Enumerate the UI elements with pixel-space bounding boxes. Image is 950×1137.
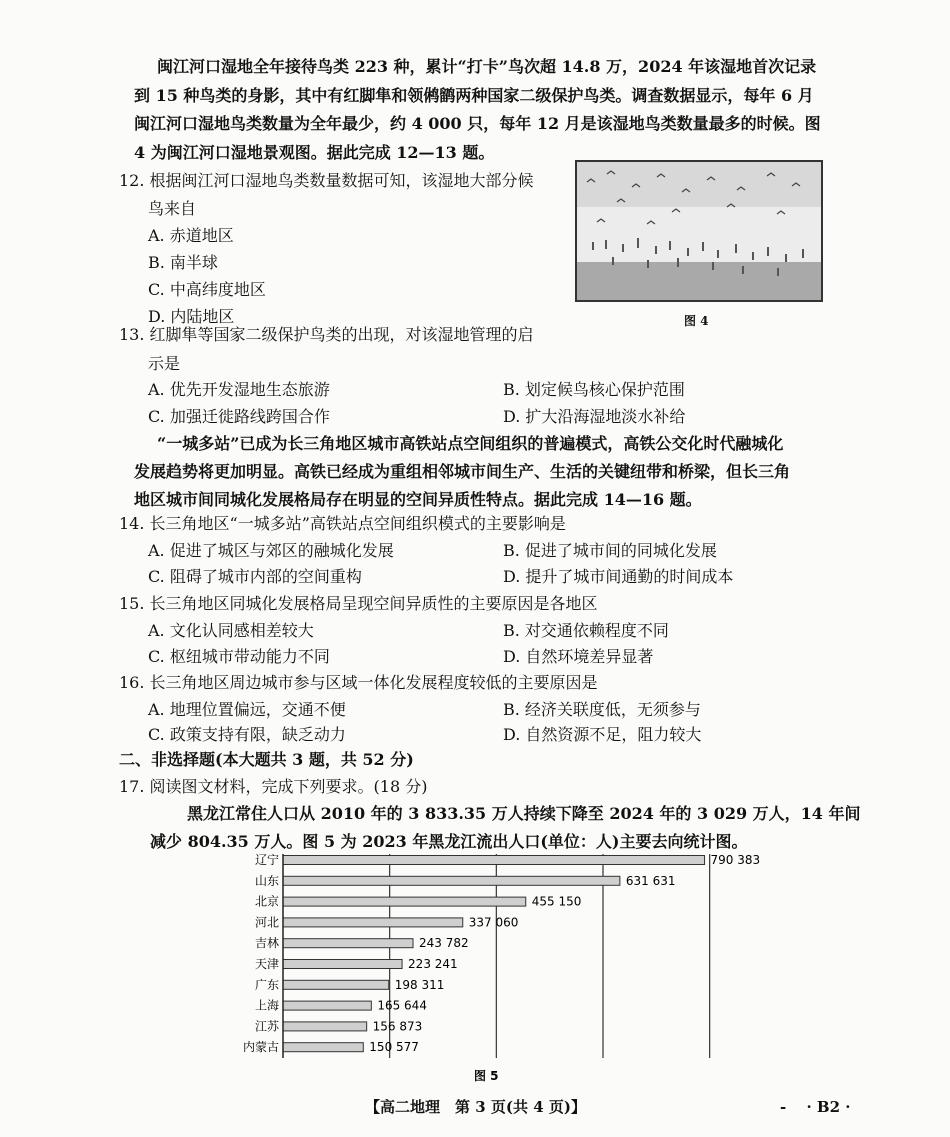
chart-value-label: 790 383 <box>710 853 761 867</box>
q12-option-b: B. 南半球 <box>148 253 218 272</box>
chart-value-label: 165 644 <box>377 998 427 1013</box>
chart-category-label: 吉林 <box>254 936 279 951</box>
chart-bar <box>283 856 705 865</box>
passage1-line2: 到 15 种鸟类的身影，其中有红脚隼和领鸺鹠两种国家二级保护鸟类。调查数据显示，每年 6 月 <box>134 86 814 105</box>
q12-option-a: A. 赤道地区 <box>148 226 234 245</box>
chart-bar <box>283 960 402 969</box>
chart-value-label: 198 311 <box>394 977 445 992</box>
chart-category-label: 上海 <box>254 998 279 1013</box>
q14-option-c: C. 阻碍了城市内部的空间重构 <box>148 567 362 586</box>
q13-option-d: D. 扩大沿海湿地淡水补给 <box>503 407 686 426</box>
passage1-line4: 4 为闽江河口湿地景观图。据此完成 12—13 题。 <box>134 143 495 162</box>
passage2-line3: 地区城市间同城化发展格局存在明显的空间异质性特点。据此完成 14—16 题。 <box>134 490 702 509</box>
chart-bar <box>283 1001 371 1010</box>
chart-value-label: 337 060 <box>468 915 519 930</box>
q16-option-b: B. 经济关联度低，无须参与 <box>503 700 701 719</box>
chart-value-label: 455 150 <box>531 894 582 909</box>
section2-title: 二、非选择题(本大题共 3 题，共 52 分) <box>119 750 414 769</box>
chart-bar <box>283 1043 363 1052</box>
chart-category-label: 辽宁 <box>254 853 279 867</box>
chart-value-label: 156 873 <box>372 1019 423 1034</box>
chart-bar <box>283 980 389 989</box>
q12-stem-line2: 鸟来自 <box>148 199 197 218</box>
q16-option-c: C. 政策支持有限，缺乏动力 <box>148 725 346 744</box>
q15-option-b: B. 对交通依赖程度不同 <box>503 621 669 640</box>
page-footer: 【高二地理 第 3 页(共 4 页)】 <box>365 1098 586 1116</box>
chart-category-label: 江苏 <box>254 1019 279 1034</box>
q17-passage-line2: 减少 804.35 万人。图 5 为 2023 年黑龙江流出人口(单位：人)主要去向统计图。 <box>150 832 748 851</box>
chart-category-label: 广东 <box>254 977 279 992</box>
chart-category-label: 内蒙古 <box>242 1040 279 1055</box>
q14-stem: 14. 长三角地区“一城多站”高铁站点空间组织模式的主要影响是 <box>119 514 566 533</box>
q17-passage-line1: 黑龙江常住人口从 2010 年的 3 833.35 万人持续下降至 2024 年的 3 029 万人，14 年间 <box>187 804 861 823</box>
chart-category-label: 北京 <box>254 894 279 909</box>
q17-stem: 17. 阅读图文材料，完成下列要求。(18 分) <box>119 777 428 796</box>
chart-value-label: 631 631 <box>625 873 676 888</box>
q15-option-a: A. 文化认同感相差较大 <box>148 621 314 640</box>
page-code: - · B2 · <box>780 1098 851 1116</box>
chart-category-label: 山东 <box>254 873 279 888</box>
passage1-line1: 闽江河口湿地全年接待鸟类 223 种，累计“打卡”鸟次超 14.8 万，2024 年该湿地首次记录 <box>157 57 817 76</box>
q15-stem: 15. 长三角地区同城化发展格局呈现空间异质性的主要原因是各地区 <box>119 594 598 613</box>
passage1-line3: 闽江河口湿地鸟类数量为全年最少，约 4 000 只，每年 12 月是该湿地鸟类数量最多的时候。图 <box>134 114 821 133</box>
q13-option-c: C. 加强迁徙路线跨国合作 <box>148 407 330 426</box>
q14-option-d: D. 提升了城市间通勤的时间成本 <box>503 567 734 586</box>
q14-option-a: A. 促进了城区与郊区的融城化发展 <box>148 541 394 560</box>
passage2-line2: 发展趋势将更加明显。高铁已经成为重组相邻城市间生产、生活的关键纽带和桥梁，但长三角 <box>134 462 791 481</box>
q15-option-c: C. 枢纽城市带动能力不同 <box>148 647 330 666</box>
chart-bar <box>283 1022 367 1031</box>
figure4-caption: 图 4 <box>684 314 709 328</box>
passage2-line1: “一城多站”已成为长三角地区城市高铁站点空间组织的普遍模式，高铁公交化时代融城化 <box>157 434 784 453</box>
q12-stem-line1: 12. 根据闽江河口湿地鸟类数量数据可知，该湿地大部分候 <box>119 171 534 190</box>
q12-option-d: D. 内陆地区 <box>148 307 235 326</box>
q15-option-d: D. 自然环境差异显著 <box>503 647 654 666</box>
q16-stem: 16. 长三角地区周边城市参与区域一体化发展程度较低的主要原因是 <box>119 673 598 692</box>
q13-stem-line2: 示是 <box>148 354 181 373</box>
q14-option-b: B. 促进了城市间的同城化发展 <box>503 541 717 560</box>
chart-value-label: 150 577 <box>369 1040 419 1055</box>
q12-option-c: C. 中高纬度地区 <box>148 280 266 299</box>
chart-bar <box>283 939 413 948</box>
q13-option-b: B. 划定候鸟核心保护范围 <box>503 380 685 399</box>
figure5-caption: 图 5 <box>474 1069 499 1083</box>
chart-category-label: 河北 <box>254 915 279 930</box>
chart-category-label: 天津 <box>254 957 279 971</box>
chart-bar <box>283 897 526 906</box>
chart-bar <box>283 918 463 927</box>
q16-option-a: A. 地理位置偏远，交通不便 <box>148 700 346 719</box>
chart-bar <box>283 876 620 885</box>
chart-value-label: 223 241 <box>408 957 458 971</box>
chart-value-label: 243 782 <box>419 936 469 951</box>
q16-option-d: D. 自然资源不足，阻力较大 <box>503 725 702 744</box>
chart-category-labels <box>243 853 280 1054</box>
q13-option-a: A. 优先开发湿地生态旅游 <box>148 380 330 399</box>
q13-stem-line1: 13. 红脚隼等国家二级保护鸟类的出现，对该湿地管理的启 <box>119 325 534 344</box>
